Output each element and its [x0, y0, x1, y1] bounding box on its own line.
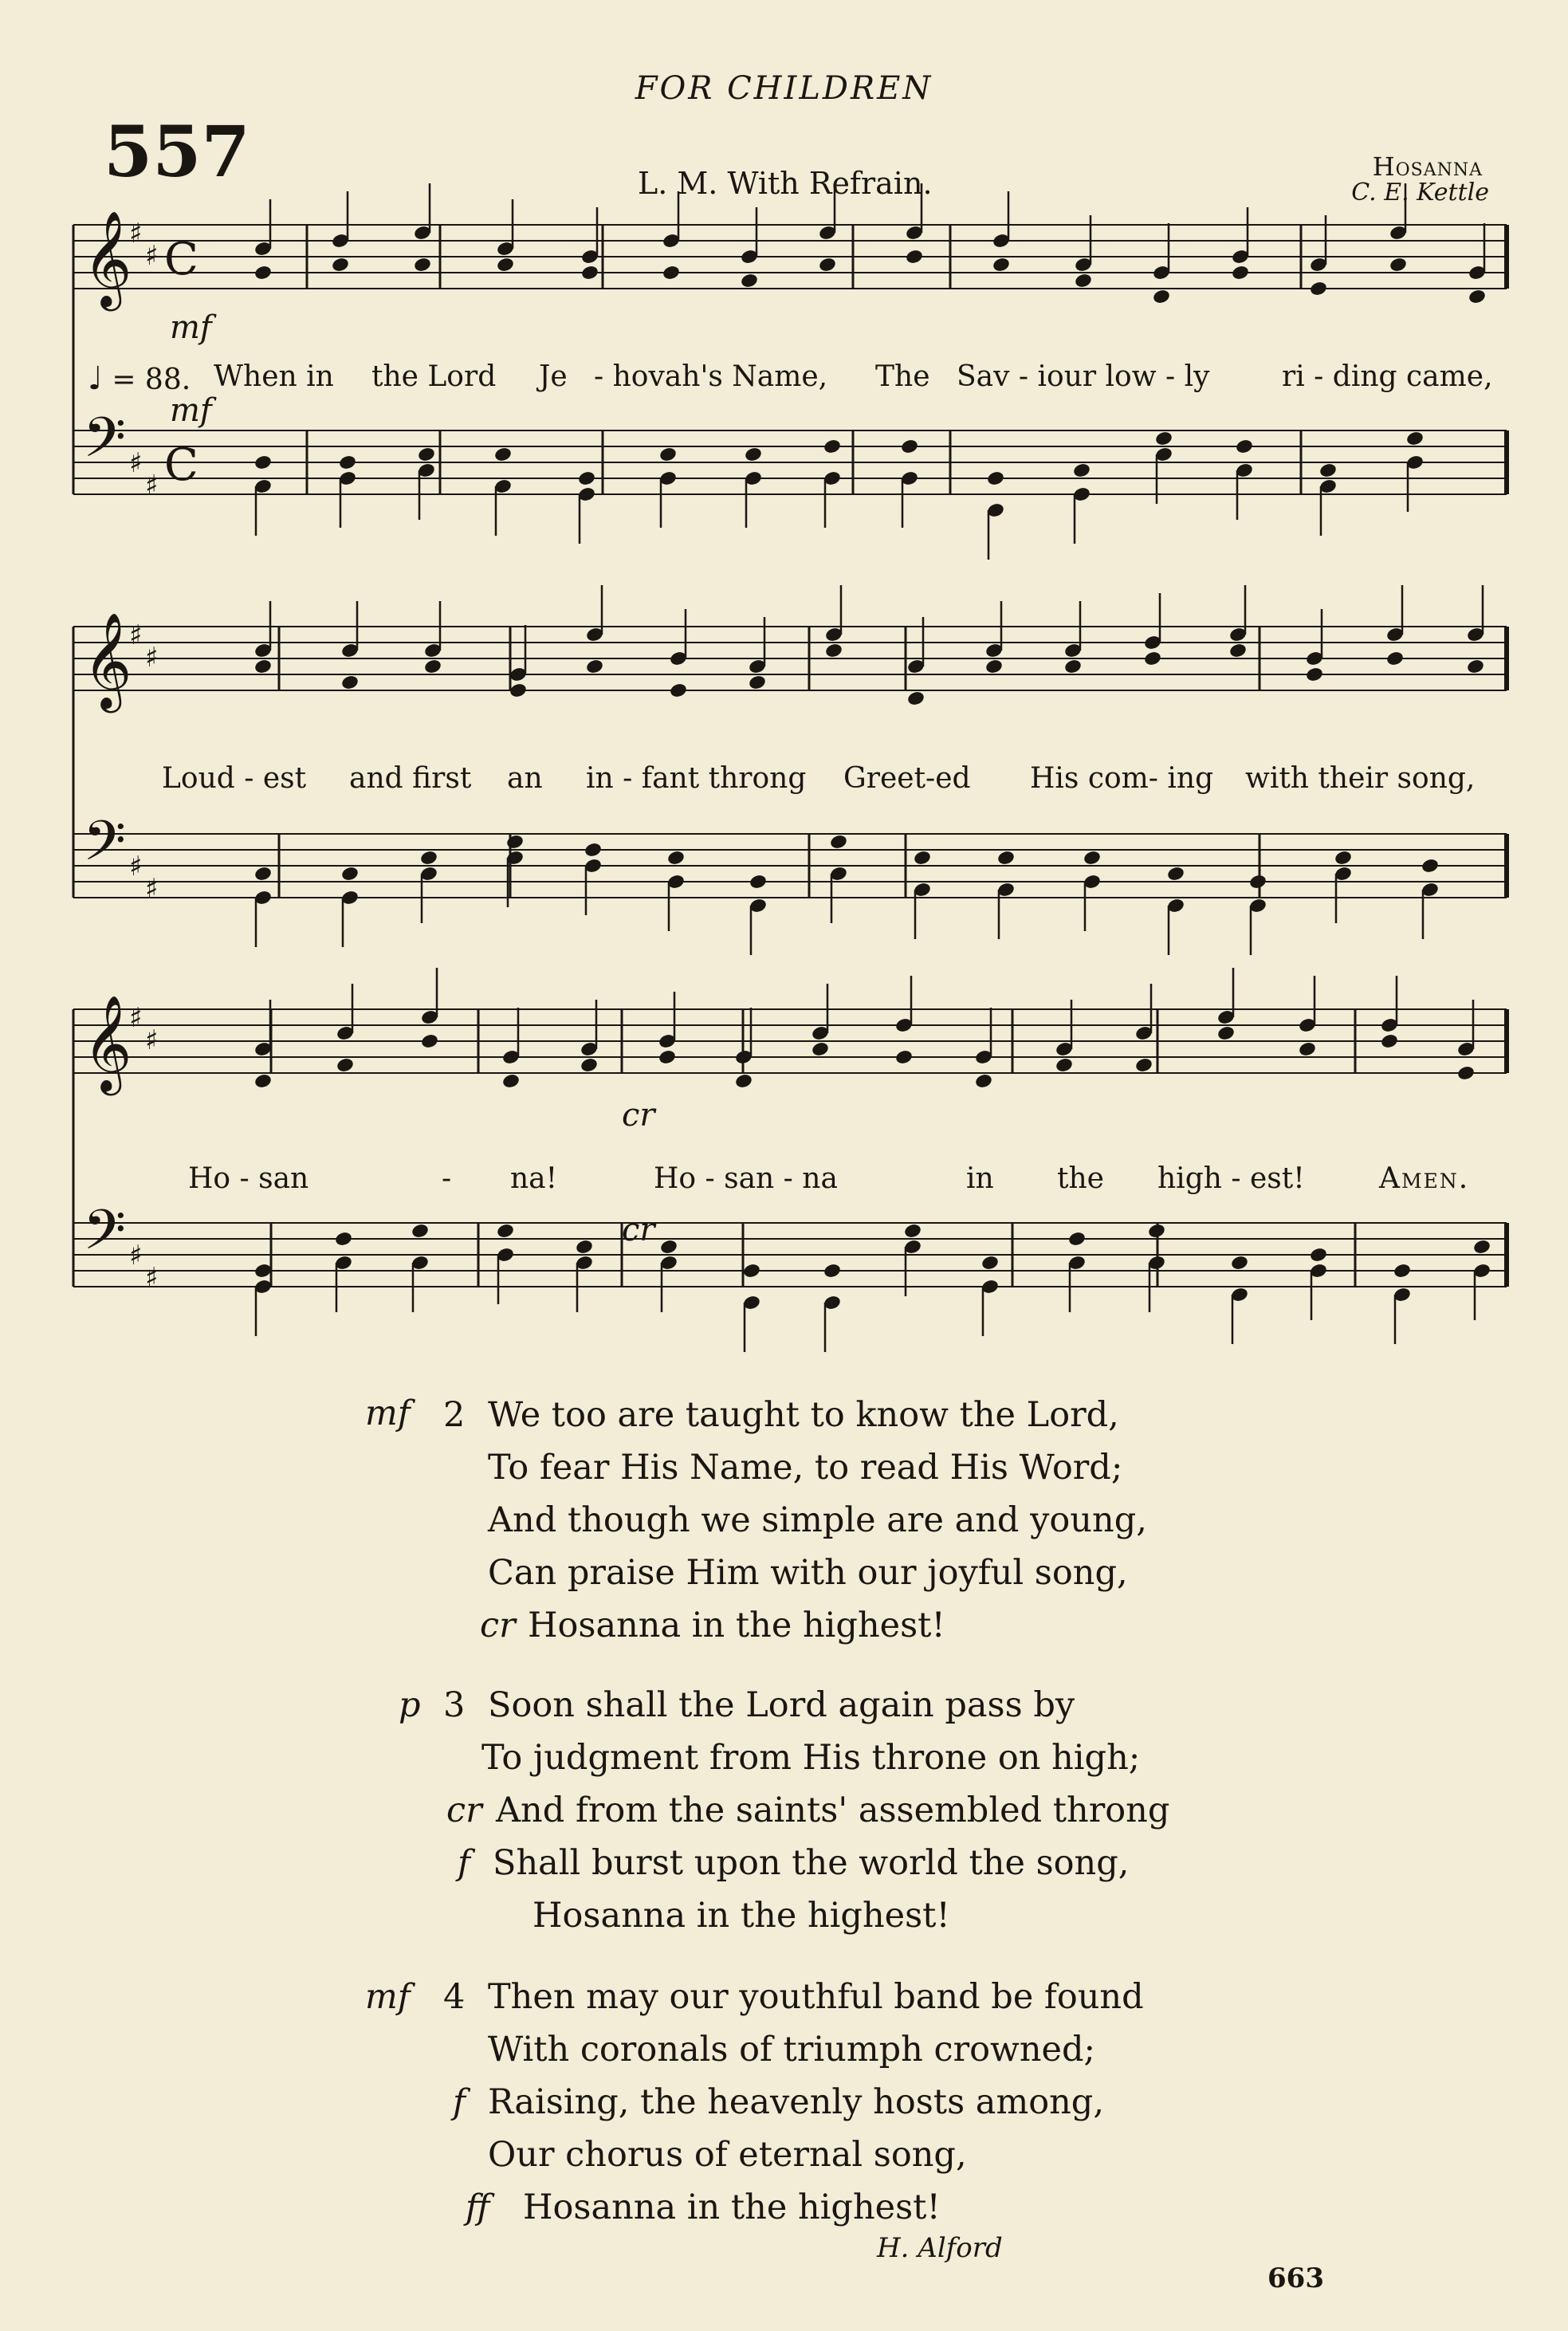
svg-text:♯: ♯ [129, 218, 143, 250]
lyric-syllable: Ho - san [188, 1162, 309, 1195]
verse-line: Hosanna in the highest! [528, 1606, 945, 1645]
verse-line: Raising, the heavenly hosts among, [488, 2082, 1104, 2122]
quarter-note-icon: ♩ [88, 360, 103, 397]
lyric-syllable: na! [510, 1162, 558, 1195]
verse-line: Our chorus of eternal song, [488, 2135, 967, 2175]
lyric-syllable: His com- ing [1030, 762, 1214, 795]
lyric-syllable: in - fant throng [586, 762, 807, 795]
lyric-syllable: - hovah's Name, [594, 360, 828, 393]
verse-dynamic: mf [365, 1393, 411, 1433]
verse-line: With coronals of triumph crowned; [488, 2030, 1095, 2070]
svg-text:♯: ♯ [129, 447, 143, 479]
verse-line: And from the saints' assembled throng [496, 1791, 1170, 1830]
svg-text:♯: ♯ [145, 873, 159, 905]
svg-text:𝄢: 𝄢 [83, 405, 127, 483]
dynamic-marking: mf [170, 392, 212, 429]
svg-text:♯: ♯ [145, 470, 159, 501]
verse-dynamic: cr [446, 1791, 482, 1830]
lyric-syllable: the Lord [371, 360, 497, 393]
svg-text:C: C [164, 234, 198, 285]
dynamic-marking: cr [622, 1212, 655, 1248]
lyric-syllable: and first [349, 762, 472, 795]
verse-line: We too are taught to know the Lord, [488, 1395, 1119, 1435]
lyric-syllable: ri - ding came, [1282, 360, 1493, 393]
lyric-syllable: Sav - iour low - ly [957, 360, 1210, 393]
lyric-syllable: with their song, [1245, 762, 1476, 795]
svg-text:♯: ♯ [129, 619, 143, 651]
hymn-meter: L. M. With Refrain. [638, 166, 933, 201]
lyric-syllable: an [507, 762, 543, 795]
svg-text:♯: ♯ [145, 1262, 159, 1294]
verse-line: Shall burst upon the world the song, [493, 1843, 1130, 1883]
verse-dynamic: f [453, 2082, 466, 2122]
verse-number: 2 [443, 1395, 466, 1435]
verse-line: Soon shall the Lord again pass by [488, 1685, 1075, 1725]
svg-text:♯: ♯ [129, 1002, 143, 1034]
lyric-syllable: - [442, 1162, 452, 1195]
verse-dynamic: f [458, 1843, 470, 1883]
verse-dynamic: mf [365, 1977, 411, 2017]
verse-line: Hosanna in the highest! [532, 1896, 950, 1936]
svg-text:𝄞: 𝄞 [83, 210, 132, 307]
page-number: 663 [1267, 2262, 1324, 2294]
lyric-syllable: Je [539, 360, 568, 393]
verse-line: Can praise Him with our joyful song, [488, 1553, 1128, 1593]
section-title: FOR CHILDREN [635, 70, 933, 107]
svg-text:𝄞: 𝄞 [83, 611, 132, 709]
verse-number: 4 [443, 1977, 466, 2017]
lyric-syllable: The [875, 360, 930, 393]
verse-dynamic: p [399, 1685, 421, 1725]
verse-line: Then may our youthful band be found [488, 1977, 1144, 2017]
svg-text:𝄢: 𝄢 [83, 808, 127, 886]
verse-line: To judgment from His throne on high; [481, 1738, 1141, 1778]
lyric-syllable: the [1057, 1162, 1104, 1195]
composer-credit: C. E. Kettle [1351, 179, 1489, 206]
svg-text:♯: ♯ [145, 1024, 159, 1056]
verse-line: To fear His Name, to read His Word; [488, 1448, 1123, 1488]
lyric-syllable: in [966, 1162, 994, 1195]
tempo-value: = 88. [112, 364, 191, 396]
svg-text:C: C [164, 439, 198, 491]
amen-label: Amen. [1379, 1162, 1470, 1195]
verse-line: And though we simple are and young, [488, 1500, 1147, 1540]
svg-text:♯: ♯ [145, 642, 159, 674]
verse-dynamic: cr [480, 1606, 516, 1645]
verse-dynamic: ff [466, 2188, 490, 2227]
verse-number: 3 [443, 1685, 466, 1725]
dynamic-marking: cr [622, 1097, 655, 1134]
svg-text:𝄢: 𝄢 [83, 1197, 127, 1276]
lyric-syllable: When in [214, 360, 334, 393]
dynamic-marking: mf [170, 309, 212, 346]
lyric-syllable: Ho - san - na [654, 1162, 838, 1195]
lyric-syllable: Loud - est [162, 762, 307, 795]
hymn-number: 557 [104, 110, 250, 193]
lyric-syllable: high - est! [1157, 1162, 1305, 1195]
tune-name: Hosanna [1372, 151, 1483, 182]
svg-text:𝄞: 𝄞 [83, 994, 132, 1091]
svg-text:♯: ♯ [145, 240, 159, 272]
verse-line: Hosanna in the highest! [523, 2188, 941, 2227]
svg-text:♯: ♯ [129, 851, 143, 882]
lyric-syllable: Greet-ed [843, 762, 971, 795]
hymn-author: H. Alford [877, 2232, 1003, 2264]
svg-text:♯: ♯ [129, 1240, 143, 1272]
